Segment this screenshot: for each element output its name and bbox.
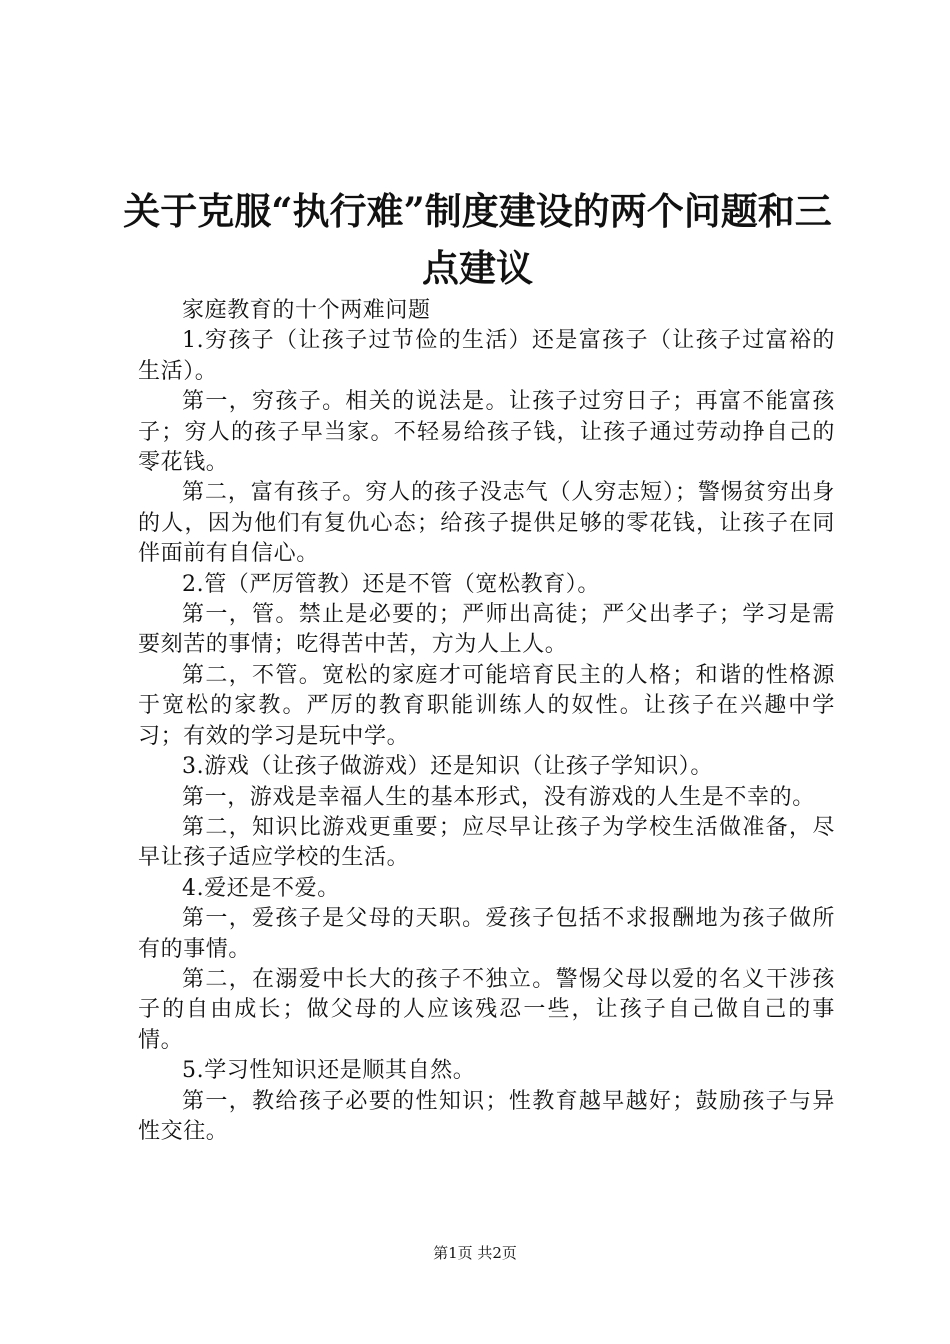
document-title: 关于克服“执行难”制度建设的两个问题和三点建议	[123, 189, 832, 290]
paragraph-question-3: 3.游戏（让孩子做游戏）还是知识（让孩子学知识）。	[182, 754, 713, 780]
paragraph: 第一，爱孩子是父母的天职。爱孩子包括不求报酬地为孩子做所有的事情。	[138, 906, 835, 962]
paragraph-question-5: 5.学习性知识还是顺其自然。	[182, 1058, 476, 1084]
page-footer: 第1页 共2页	[433, 1244, 517, 1262]
paragraph-heading: 家庭教育的十个两难问题	[182, 298, 431, 323]
paragraph: 第一，管。禁止是必要的；严师出高徒；严父出孝子；学习是需要刻苦的事情；吃得苦中苦，方为人上人。	[138, 602, 835, 658]
document-body	[138, 296, 835, 1147]
paragraph: 第一，游戏是幸福人生的基本形式，没有游戏的人生是不幸的。	[182, 784, 815, 810]
paragraph: 第一，教给孩子必要的性知识；性教育越早越好；鼓励孩子与异性交往。	[138, 1088, 835, 1144]
paragraph-question-1: 1.穷孩子（让孩子过节俭的生活）还是富孩子（让孩子过富裕的生活）。	[138, 328, 835, 384]
paragraph: 第二，不管。宽松的家庭才可能培育民主的人格；和谐的性格源于宽松的家教。严厉的教育职能训练人的奴性。让孩子在兴趣中学习；有效的学习是玩中学。	[138, 662, 835, 749]
paragraph-question-2: 2.管（严厉管教）还是不管（宽松教育）。	[182, 571, 600, 597]
paragraph: 第二，在溺爱中长大的孩子不独立。警惕父母以爱的名义干涉孩子的自由成长；做父母的人应该残忍一些，让孩子自己做自己的事情。	[138, 966, 835, 1053]
paragraph-question-4: 4.爱还是不爱。	[182, 875, 340, 901]
paragraph: 第二，知识比游戏更重要；应尽早让孩子为学校生活做准备，尽早让孩子适应学校的生活。	[138, 814, 835, 871]
paragraph: 第一，穷孩子。相关的说法是。让孩子过穷日子；再富不能富孩子；穷人的孩子早当家。不轻易给孩子钱，让孩子通过劳动挣自己的零花钱。	[138, 389, 835, 476]
paragraph: 第二，富有孩子。穷人的孩子没志气（人穷志短）；警惕贫穷出身的人，因为他们有复仇心态；给孩子提供足够的零花钱，让孩子在同伴面前有自信心。	[138, 480, 835, 567]
